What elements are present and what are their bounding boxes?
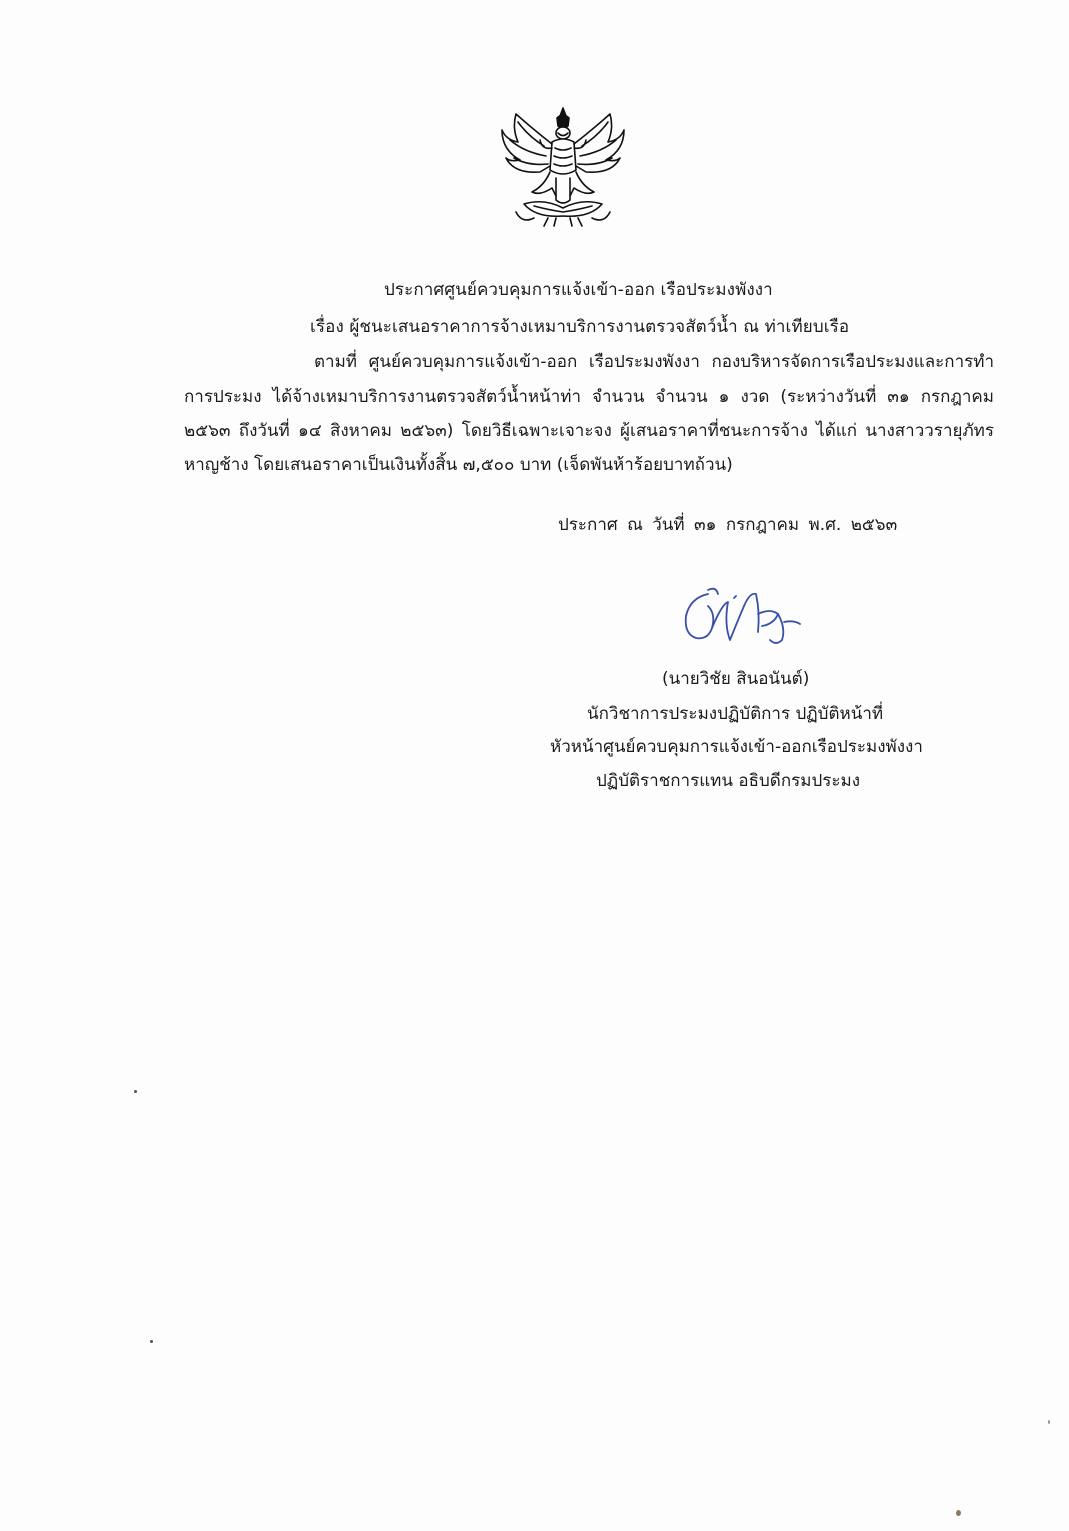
garuda-emblem-icon <box>494 100 632 230</box>
scan-speck <box>1048 1420 1050 1424</box>
announcement-date: ประกาศ ณ วันที่ ๓๑ กรกฎาคม พ.ศ. ๒๕๖๓ <box>558 515 898 535</box>
scan-speck <box>134 1090 137 1093</box>
scan-speck <box>956 1510 961 1516</box>
body-line-4: หาญช้าง โดยเสนอราคาเป็นเงินทั้งสิ้น ๗,๕๐๐ บาท (เจ็ดพันห้าร้อยบาทถ้วน) <box>184 455 733 475</box>
body-line-2: การประมง ได้จ้างเหมาบริการงานตรวจสัตว์น้ำหน้าท่า จำนวน จำนวน ๑ งวด (ระหว่างวันที่ ๓๑ กรกฎาคม <box>184 387 994 407</box>
signatory-position-2: หัวหน้าศูนย์ควบคุมการแจ้งเข้า-ออกเรือประมงพังงา <box>550 737 923 757</box>
announcement-title: ประกาศศูนย์ควบคุมการแจ้งเข้า-ออก เรือประมงพังงา <box>384 280 773 300</box>
handwritten-signature-icon <box>678 584 806 650</box>
signatory-position-1: นักวิชาการประมงปฏิบัติการ ปฏิบัติหน้าที่ <box>587 704 884 724</box>
signatory-name: (นายวิชัย สินอนันต์) <box>662 669 810 689</box>
body-line-1: ตามที่ ศูนย์ควบคุมการแจ้งเข้า-ออก เรือประมงพังงา กองบริหารจัดการเรือประมงและการทำ <box>314 352 994 372</box>
signatory-position-3: ปฏิบัติราชการแทน อธิบดีกรมประมง <box>596 771 861 791</box>
scan-speck <box>150 1340 153 1343</box>
announcement-subject: เรื่อง ผู้ชนะเสนอราคาการจ้างเหมาบริการงานตรวจสัตว์น้ำ ณ ท่าเทียบเรือ <box>310 317 850 337</box>
body-line-3: ๒๕๖๓ ถึงวันที่ ๑๔ สิงหาคม ๒๕๖๓) โดยวิธีเฉพาะเจาะจง ผู้เสนอราคาที่ชนะการจ้าง ได้แก่ นางสาววรายุภัทร <box>184 421 994 441</box>
